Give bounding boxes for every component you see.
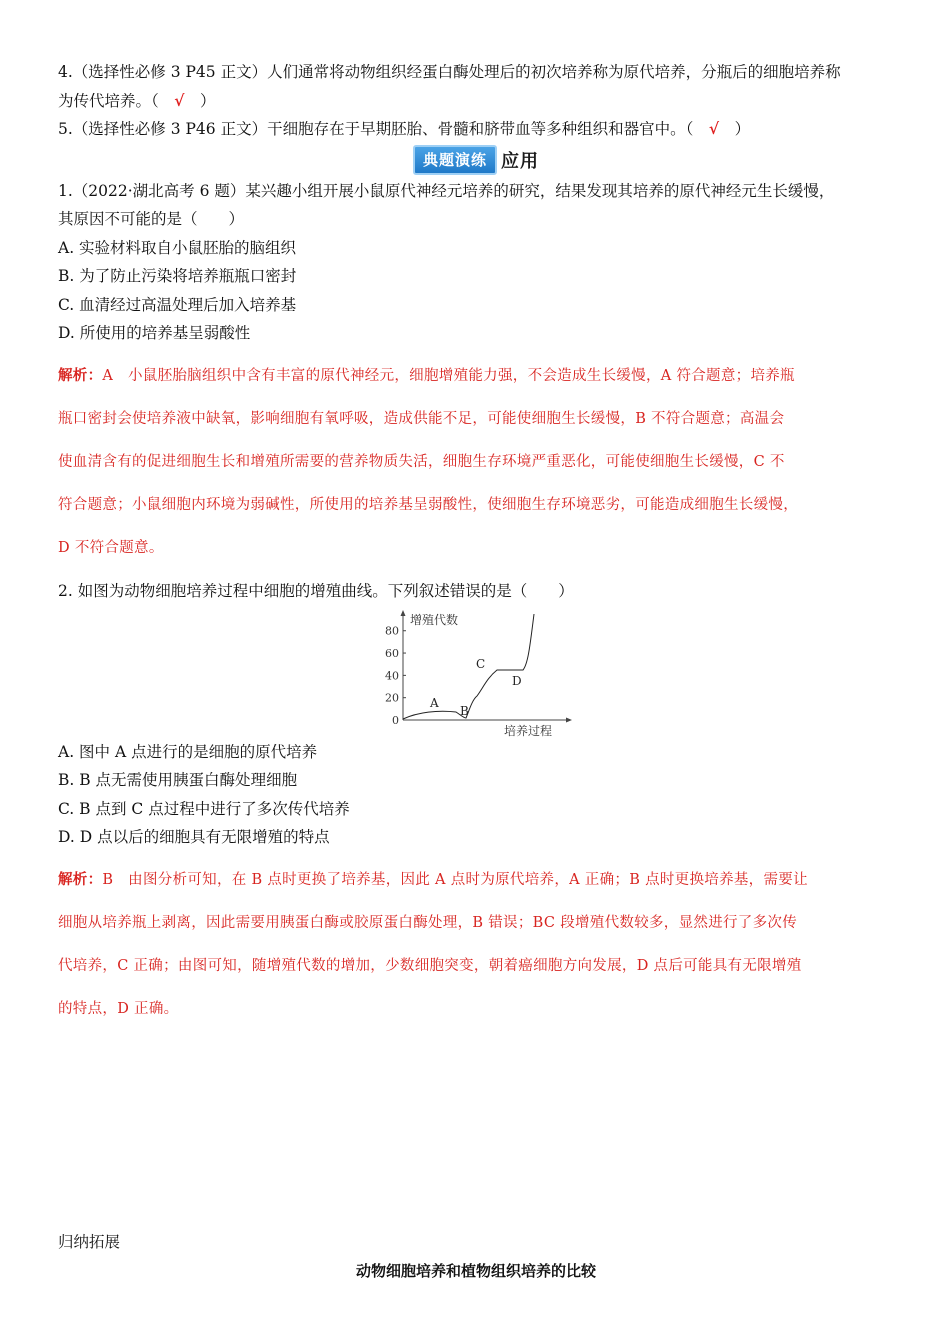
point-label-d: D bbox=[512, 673, 522, 688]
q1-analysis-line5: D 不符合题意。 bbox=[58, 540, 164, 556]
q1-analysis-line2: 瓶口密封会使培养液中缺氧，影响细胞有氧呼吸，造成供能不足，可能使细胞生长缓慢，B 不符合题意；高温会 bbox=[58, 411, 785, 427]
point-label-a: A bbox=[430, 695, 439, 710]
q2-option-d: D. D 点以后的细胞具有无限增殖的特点 bbox=[58, 828, 330, 846]
check-mark-icon: √ bbox=[174, 90, 185, 110]
point-label-b: B bbox=[460, 703, 469, 718]
q1-analysis-line3: 使血清含有的促进细胞生长和增殖所需要的营养物质失活，细胞生存环境严重恶化，可能使细胞生长缓慢，C 不 bbox=[58, 454, 785, 470]
q1-option-b: B. 为了防止污染将培养瓶瓶口密封 bbox=[58, 267, 297, 285]
review-item-4-line2: 为传代培养。（ √ ） bbox=[58, 90, 216, 110]
q2-analysis-line2: 细胞从培养瓶上剥离，因此需要用胰蛋白酶或胶原蛋白酶处理，B 错误；BC 段增殖代数较多，显然进行了多次传 bbox=[58, 915, 797, 931]
y-tick-label: 0 bbox=[392, 713, 399, 727]
q1-analysis-line4: 符合题意；小鼠细胞内环境为弱碱性，所使用的培养基呈弱酸性，使细胞生存环境恶劣，可能造成细胞生长缓慢， bbox=[58, 497, 798, 513]
y-tick-label: 60 bbox=[385, 646, 399, 660]
q2-analysis-line1: 解析：B 由图分析可知，在 B 点时更换了培养基，因此 A 点时为原代培养，A 正确；B 点时更换培养基，需要让 bbox=[58, 871, 808, 888]
section-heading: 归纳拓展 bbox=[58, 1233, 121, 1251]
q2-option-c: C. B 点到 C 点过程中进行了多次传代培养 bbox=[58, 799, 350, 818]
comparison-title: 动物细胞培养和植物组织培养的比较 bbox=[355, 1261, 596, 1280]
y-tick-label: 40 bbox=[385, 668, 399, 682]
q1-option-d: D. 所使用的培养基呈弱酸性 bbox=[58, 324, 251, 342]
q2-option-b: B. B 点无需使用胰蛋白酶处理细胞 bbox=[58, 771, 298, 789]
q1-stem-line1: 1.（2022·湖北高考 6 题）某兴趣小组开展小鼠原代神经元培养的研究，结果发现其培养的原代神经元生长缓慢， bbox=[58, 181, 835, 200]
q1-option-c: C. 血清经过高温处理后加入培养基 bbox=[58, 295, 297, 314]
check-mark-icon: √ bbox=[708, 119, 720, 138]
q2-stem: 2. 如图为动物细胞培养过程中细胞的增殖曲线。下列叙述错误的是（ ） bbox=[58, 582, 574, 600]
q2-option-a: A. 图中 A 点进行的是细胞的原代培养 bbox=[58, 742, 318, 761]
section-banner bbox=[58, 145, 894, 175]
review-item-4-line1: 4.（选择性必修 3 P45 正文）人们通常将动物组织经蛋白酶处理后的初次培养称为原代培养，分瓶后的细胞培养称 bbox=[58, 63, 841, 81]
q1-stem-line2: 其原因不可能的是（ ） bbox=[58, 210, 245, 228]
banner-text: 应用 bbox=[501, 150, 539, 172]
x-axis-arrow bbox=[566, 717, 572, 722]
x-axis-label: 培养过程 bbox=[504, 723, 553, 738]
q2-analysis-line4: 的特点，D 正确。 bbox=[58, 1001, 179, 1017]
y-axis-arrow bbox=[401, 610, 406, 616]
q1-analysis-line1: 解析：A 小鼠胚胎脑组织中含有丰富的原代神经元，细胞增殖能力强，不会造成生长缓慢，A 符合题意；培养瓶 bbox=[58, 367, 795, 384]
page-content bbox=[58, 58, 894, 1285]
review-item-5: 5.（选择性必修 3 P46 正文）干细胞存在于早期胚胎、骨髓和脐带血等多种组织和器官中。（ √ ） bbox=[58, 119, 751, 138]
blank-space bbox=[58, 1038, 894, 1228]
q1-option-a: A. 实验材料取自小鼠胚胎的脑组织 bbox=[58, 238, 297, 257]
proliferation-chart bbox=[58, 608, 894, 736]
y-tick-label: 80 bbox=[385, 624, 399, 638]
point-label-c: C bbox=[476, 656, 486, 671]
y-axis-label: 增殖代数 bbox=[410, 612, 459, 627]
chart-svg bbox=[376, 608, 576, 738]
q2-analysis-line3: 代培养，C 正确；由图可知，随增殖代数的增加，少数细胞突变，朝着癌细胞方向发展，D 点后可能具有无限增殖 bbox=[58, 958, 802, 974]
y-tick-label: 20 bbox=[385, 691, 399, 705]
banner-label: 典题演练 bbox=[413, 145, 497, 175]
